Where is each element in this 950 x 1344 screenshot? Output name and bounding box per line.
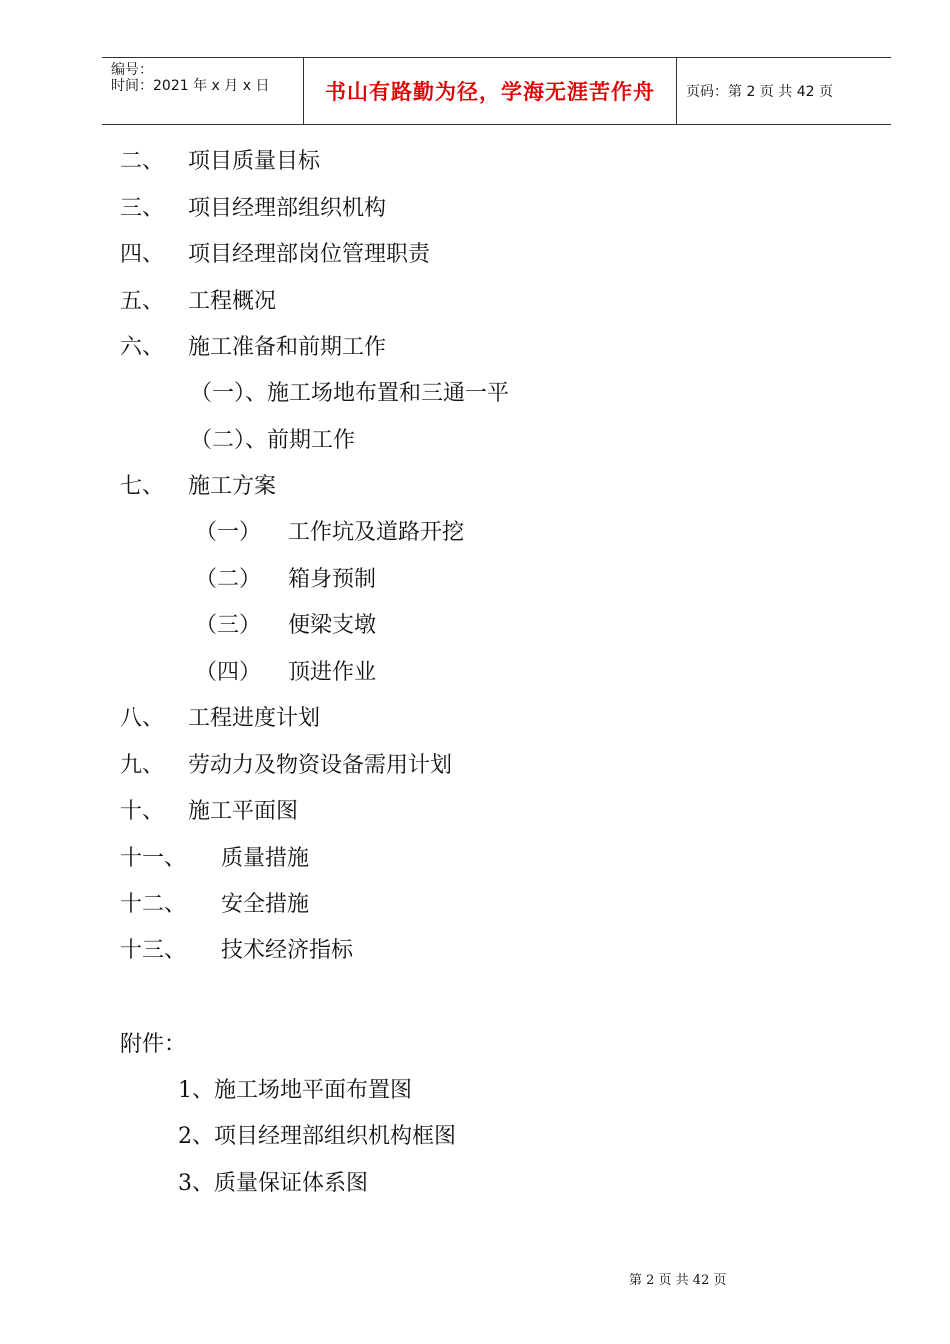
toc-item-title: 技术经济指标 — [221, 938, 354, 963]
toc-item — [120, 196, 386, 222]
toc-item-title: 工作坑及道路开挖 — [288, 520, 465, 545]
toc-item-number: （二） — [195, 567, 262, 592]
toc-item-title: 安全措施 — [221, 892, 310, 917]
toc-item-number: 七、 — [120, 474, 165, 499]
toc-item-title: 前期工作 — [267, 428, 356, 453]
toc-item-number: 十、 — [120, 799, 165, 824]
header-motto: 书山有路勤为径，学海无涯苦作舟 — [304, 58, 677, 124]
toc-item-number: 十二、 — [120, 892, 187, 917]
toc-item — [120, 289, 276, 315]
toc-item-title: 项目质量目标 — [188, 149, 321, 174]
attachment-item: 2、项目经理部组织机构框图 — [178, 1124, 456, 1149]
toc-subitem — [195, 613, 376, 639]
toc-item-title: 工程进度计划 — [188, 706, 321, 731]
toc-item-title: 工程概况 — [188, 289, 277, 314]
toc-item-number: （四） — [195, 660, 262, 685]
toc-item-title: 劳动力及物资设备需用计划 — [188, 753, 453, 778]
toc-item-number: 四、 — [120, 242, 165, 267]
toc-item-number: （一）、 — [190, 381, 268, 406]
toc-subitem — [195, 660, 376, 686]
toc-item-title: 施工平面图 — [188, 799, 299, 824]
document-date-label: 时间：2021 年 x 月 x 日 — [111, 78, 270, 94]
toc-item-title: 项目经理部组织机构 — [188, 196, 387, 221]
toc-item-number: 九、 — [120, 753, 165, 778]
toc-item-number: 五、 — [120, 289, 165, 314]
attachment-item: 3、质量保证体系图 — [178, 1171, 368, 1196]
toc-item-number: 六、 — [120, 335, 165, 360]
toc-item-title: 顶进作业 — [288, 660, 377, 685]
toc-item-number: 十三、 — [120, 938, 187, 963]
toc-subitem — [190, 381, 509, 407]
page-header — [102, 57, 891, 125]
toc-item — [120, 335, 386, 361]
toc-item-title: 施工准备和前期工作 — [188, 335, 387, 360]
header-meta — [102, 58, 304, 124]
toc-item — [120, 846, 309, 872]
document-number-label: 编号： — [111, 62, 153, 78]
toc-item — [120, 753, 452, 779]
toc-item — [120, 474, 276, 500]
attachments-heading: 附件： — [120, 1032, 187, 1057]
toc-item — [120, 799, 298, 825]
toc-item — [120, 242, 430, 268]
toc-subitem — [190, 428, 355, 454]
toc-item — [120, 892, 309, 918]
header-page-info: 页码：第 2 页 共 42 页 — [686, 84, 833, 100]
toc-item-number: 十一、 — [120, 846, 187, 871]
toc-item — [120, 149, 320, 175]
toc-subitem — [195, 520, 464, 546]
toc-item — [120, 706, 320, 732]
page-footer: 第 2 页 共 42 页 — [629, 1273, 727, 1288]
toc-item-number: （二）、 — [190, 428, 268, 453]
attachment-item: 1、施工场地平面布置图 — [178, 1078, 412, 1103]
toc-item-title: 质量措施 — [221, 846, 310, 871]
toc-subitem — [195, 567, 376, 593]
toc-item-title: 箱身预制 — [288, 567, 377, 592]
toc-item-title: 施工场地布置和三通一平 — [267, 381, 510, 406]
toc-item-number: 二、 — [120, 149, 165, 174]
toc-item-number: （一） — [195, 520, 262, 545]
toc-item-title: 项目经理部岗位管理职责 — [188, 242, 431, 267]
toc-item-title: 便梁支墩 — [288, 613, 377, 638]
toc-item-number: 三、 — [120, 196, 165, 221]
toc-item-title: 施工方案 — [188, 474, 277, 499]
toc-item — [120, 938, 353, 964]
toc-item-number: 八、 — [120, 706, 165, 731]
toc-item-number: （三） — [195, 613, 262, 638]
